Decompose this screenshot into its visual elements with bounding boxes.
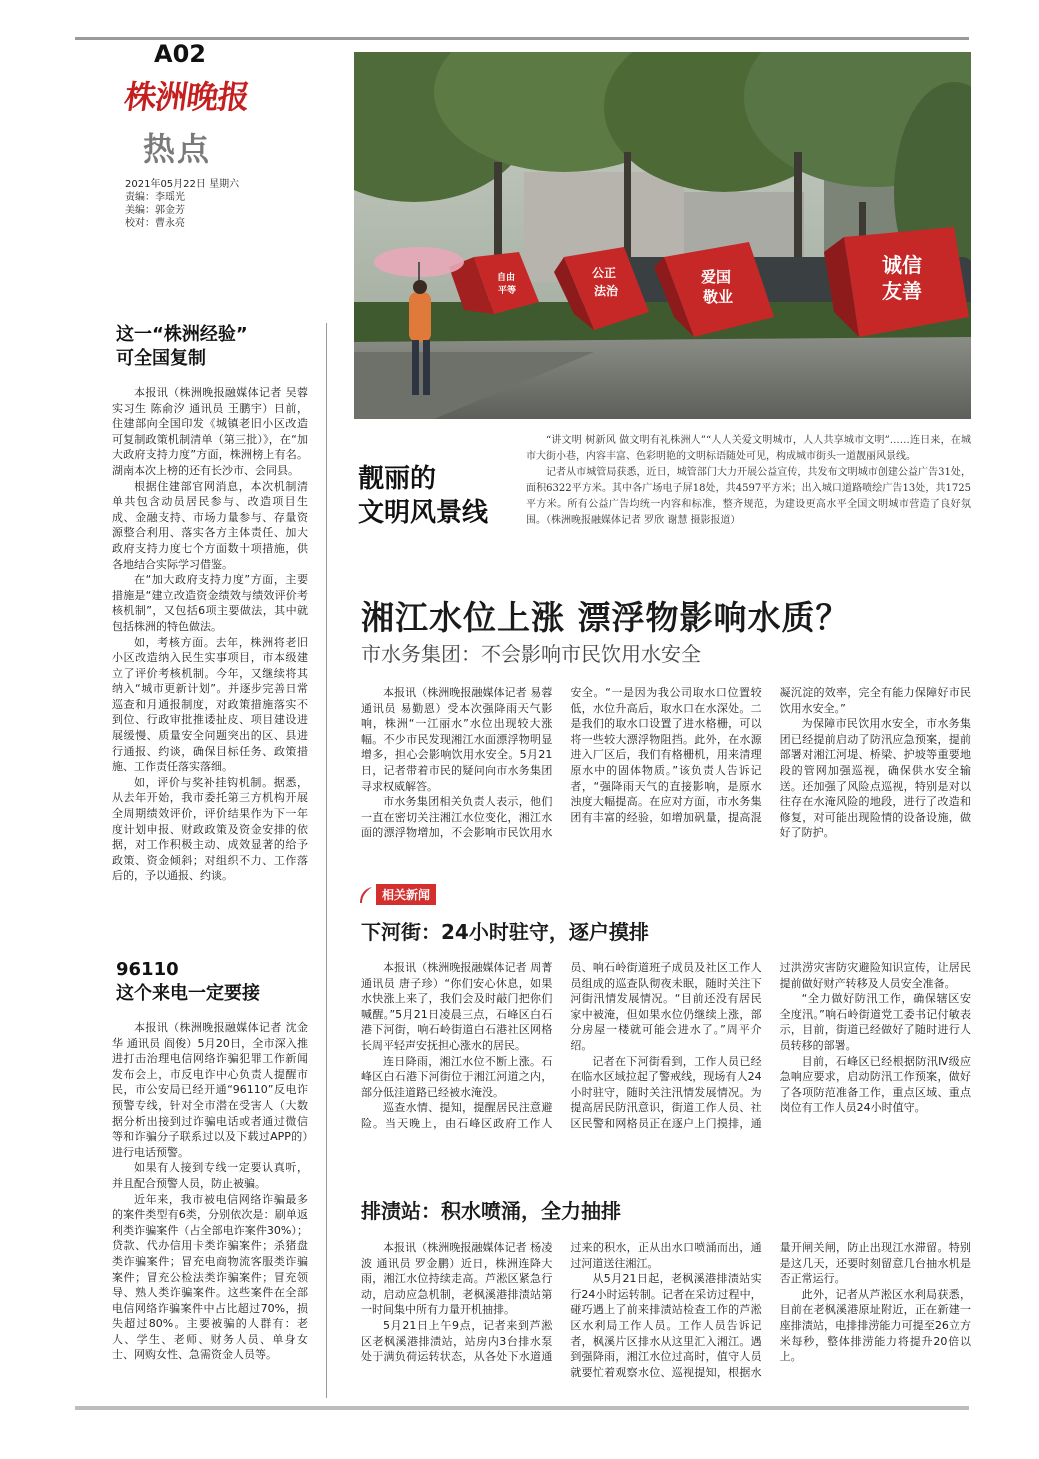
article-paragraph: 如，评价与奖补挂钩机制。据悉，从去年开始，我市委托第三方机构开展全周期绩效评价，评价结果作为下一年度计划申报、财政政策及资金安排的依据，对工作积极主动、成效显著的给予政策、资金倾斜；对组织不力、工作落后的，予以通报、约谈。 bbox=[112, 775, 308, 883]
article-paragraph: 为保障市民饮用水安全，市水务集团已经提前启动了防汛应急预案，提前部署对湘江河堤、桥梁、护坡等重要地段的管网加强巡视，确保供水安全输送。还加强了风险点巡视，特别是对以往存在水淹风险的地段，进行了改造和修复，对可能出现险情的设备设施，做好了防护。 bbox=[779, 717, 971, 840]
proofreader-credit: 校对：曹永亮 bbox=[125, 218, 185, 229]
related-news-label: 相关新闻 bbox=[376, 884, 436, 905]
related-story-2-body bbox=[361, 1240, 971, 1400]
article-paragraph: 市水务集团相关负责人表示，他们一直在密切关注湘江水位变化，湘江水面的漂浮物增加，不会影响市民饮用水安全。“一是因为我公司取水口位置较低，水位升高后，取水口在水深处。二是我们的取水口设置了进水格栅，可以将一些较大漂浮物阻挡。此外，在水源进入厂区后，我们有格栅机，用来清理原水中的固体物质。”该负责人告诉记者，“强降雨天气的直接影响，是原水浊度大幅提高。在应对方面，市水务集团有丰富的经验，如增加矾量，提高混凝沉淀的效率，完全有能力保障好市民饮用水安全。” bbox=[361, 686, 971, 840]
cube-text-3a: 公正 bbox=[591, 266, 617, 280]
article-paragraph: 巡查水情、提知，提醒居民注意避险。当天晚上，由石峰区政府工作人员、响石岭街道班子成员及社区工作人员组成的巡查队彻夜未眠，随时关注下河街汛情发展情况。“目前还没有居民家中被淹，但如果水位仍继续上涨，部分房屋一楼就可能会进水了。”周平介绍。 bbox=[361, 961, 762, 1130]
edition-meta bbox=[100, 178, 270, 230]
caption-paragraph: 记者从市城管局获悉，近日，城管部门大力开展公益宣传，共发布文明城市创建公益广告31处，面积6322平方米。其中各广场电子屏18处，共4597平方米；出入城口道路喷绘广告13处，共1725平方米。所有公益广告均统一内容和标准，整齐规范，为建设更高水平全国文明城市营造了良好氛围。（株洲晚报融媒体记者 罗欣 谢慧 摄影报道） bbox=[526, 467, 971, 526]
article-paragraph: 5月21日上午9点，记者来到芦淞区老枫溪港排渍站，站房内3台排水泵处于满负荷运转状态，从各处下水道通过来的积水，正从出水口喷涌而出，通过河道送往湘江。 bbox=[361, 1241, 762, 1364]
related-story-1-body bbox=[361, 960, 971, 1180]
article-paragraph: 本报讯（株洲晚报融媒体记者 吴蓉 实习生 陈俞汐 通讯员 王鹏宇）日前，住建部向全国印发《城镇老旧小区改造可复制政策机制清单（第三批）》，在“加大政府支持力度”方面，株洲榜上有名。湖南本次上榜的还有长沙市、会同县。 bbox=[112, 386, 308, 477]
main-headline: 湘江水位上涨 漂浮物影响水质？ bbox=[361, 598, 850, 637]
article-paragraph: 此外，记者从芦淞区水利局获悉，目前在老枫溪港原址附近，正在新建一座排渍站，电排排涝能力可提至26立方米每秒，整体排涝能力将提升20倍以上。 bbox=[779, 1287, 971, 1364]
cube-text-3b: 法治 bbox=[593, 284, 619, 298]
page-header bbox=[120, 38, 270, 230]
bottom-rule bbox=[75, 1406, 969, 1410]
article-paragraph: 目前，石峰区已经根据防汛Ⅳ级应急响应要求，启动防汛工作预案，做好了各项防范准备工作，重点区域、重点岗位有工作人员24小时值守。 bbox=[779, 1054, 971, 1115]
edition-date: 2021年05月22日 星期六 bbox=[125, 179, 240, 190]
cube-text-1a: 诚信 bbox=[882, 253, 922, 277]
feather-icon bbox=[358, 886, 374, 904]
sidebar-article-2-body bbox=[112, 1020, 308, 1363]
column-divider bbox=[326, 323, 327, 1398]
cube-text-1b: 友善 bbox=[882, 279, 922, 303]
article-paragraph: 从5月21日起，老枫溪港排渍站实行24小时运转制。记者在采访过程中，碰巧遇上了前来排渍站检查工作的芦淞区水利局工作人员。工作人员告诉记者，枫溪片区排水从这里汇入湘江。遇到强降雨，湘江水位过高时，值守人员就要忙着观察水位、巡视提知，根据水量开闸关闸，防止出现江水滞留。特别是这几天，还要时刻留意几台抽水机是否正常运行。 bbox=[570, 1241, 971, 1379]
headline-line: 可全国复制 bbox=[116, 348, 206, 369]
article-paragraph: 记者在下河街看到，工作人员已经在临水区域拉起了警戒线，现场有人24小时驻守，随时关注汛情发展情况。为提高居民防汛意识，街道工作人员、社区民警和网格员正在逐户上门摸排，通过洪涝灾害防灾避险知识宣传，让居民提前做好财产转移及人员安全准备。 bbox=[570, 961, 971, 1130]
article-paragraph: 如，考核方面。去年，株洲将老旧小区改造纳入民生实事项目，市本级建立了评价考核机制。今年，又继续将其纳入“城市更新计划”。并逐步完善日常巡查和月通报制度，对政策措施落实不到位、行政审批推诿扯皮、项目建设进展缓慢、质量安全问题突出的区、县进行通报、约谈，确保目标任务、政策措施、工作责任落实落细。 bbox=[112, 635, 308, 774]
cube-text-2a: 爱国 bbox=[700, 268, 732, 286]
main-subheadline: 市水务集团：不会影响市民饮用水安全 bbox=[361, 642, 701, 666]
caption-title-line2: 文明风景线 bbox=[358, 498, 489, 528]
article-paragraph: 本报讯（株洲晚报融媒体记者 杨凌波 通讯员 罗金鹏）近日，株洲连降大雨，湘江水位持续走高。芦淞区紧急行动，启动应急机制，老枫溪港排渍站第一时间集中所有力量开机抽排。 bbox=[361, 1241, 553, 1317]
article-paragraph: 本报讯（株洲晚报融媒体记者 沈金华 通讯员 阎俊）5月20日，全市深入推进打击治理电信网络诈骗犯罪工作新闻发布会上，市反电诈中心负责人提醒市民，市公安局已经开通“96110”反电诈预警专线，针对全市潜在受害人（大数据分析出接到过诈骗电话或者通过微信等和诈骗分子联系过以及下载过APP的）进行电话预警。 bbox=[112, 1021, 308, 1159]
photo-illustration bbox=[354, 52, 971, 419]
headline-line: 这个来电一定要接 bbox=[116, 983, 260, 1004]
article-paragraph: 近年来，我市被电信网络诈骗最多的案件类型有6类，分别依次是：刷单返利类诈骗案件（占全部电诈案件30%）；贷款、代办信用卡类诈骗案件；杀猪盘类诈骗案件；冒充电商物流客服类诈骗案件；冒充公检法类诈骗案件；冒充领导、熟人类诈骗案件。这些案件在全部电信网络诈骗案件中占比超过70%，损失超过80%。主要被骗的人群有：老人、学生、老师、财务人员、单身女士、网购女性、急需资金人员等。 bbox=[112, 1192, 308, 1362]
article-paragraph: 本报讯（株洲晚报融媒体记者 周菁 通讯员 唐子珍）“你们安心休息，如果水快涨上来了，我们会及时敲门把你们喊醒。”5月21日凌晨三点，石峰区白石港下河街，响石岭街道白石港社区网格长周平轻声安抚担心涨水的居民。 bbox=[361, 961, 553, 1052]
caption-title-line1: 靓丽的 bbox=[358, 464, 437, 494]
related-news-tag bbox=[358, 884, 436, 905]
main-article-body bbox=[361, 685, 971, 865]
caption-paragraph: “讲文明 树新风 做文明有礼株洲人”“人人关爱文明城市，人人共享城市文明”……连日来，在城市大街小巷，内容丰富、色彩明艳的文明标语随处可见，构成城市街头一道靓丽风景线。 bbox=[526, 435, 971, 462]
cube-text-4a: 自由 bbox=[496, 273, 516, 283]
editor-credit: 责编：李瑶光 bbox=[125, 192, 185, 203]
headline-line: 这一“株洲经验” bbox=[116, 324, 248, 345]
cube-text-4b: 平等 bbox=[497, 286, 517, 296]
article-paragraph: 如果有人接到专线一定要认真听，并且配合预警人员，防止被骗。 bbox=[112, 1161, 308, 1190]
article-paragraph: 连日降雨，湘江水位不断上涨。石峰区白石港下河街位于湘江河道之内，部分低洼道路已经被水淹没。 bbox=[361, 1054, 553, 1099]
masthead-logo: 株洲晚报 bbox=[122, 78, 252, 116]
article-paragraph: 在“加大政府支持力度”方面，主要措施是“建立改造资金绩效与绩效评价考核机制”，又包括6项主要做法，其中就包括株洲的特色做法。 bbox=[112, 573, 308, 633]
article-paragraph: 根据住建部官网消息，本次机制清单共包含动员居民参与、改造项目生成、金融支持、市场力量参与、存量资源整合利用、落实各方主体责任、加大政府支持力度七个方面数十项措施，供各地结合实际学习借鉴。 bbox=[112, 479, 308, 571]
sidebar-article-1-body bbox=[112, 385, 308, 884]
photo-caption-body bbox=[526, 433, 971, 529]
headline-line: 96110 bbox=[116, 959, 179, 980]
designer-credit: 美编：郭金芳 bbox=[125, 205, 185, 216]
related-story-2-headline: 排渍站：积水喷涌，全力抽排 bbox=[361, 1199, 621, 1223]
street-photo bbox=[354, 52, 971, 419]
slogan-cube-1 bbox=[824, 227, 969, 337]
related-story-1-headline: 下河街：24小时驻守，逐户摸排 bbox=[361, 920, 649, 944]
sidebar-article-1-headline bbox=[116, 323, 248, 371]
page-number: A02 bbox=[154, 40, 206, 68]
sidebar-article-2-headline bbox=[116, 958, 260, 1006]
photo-caption-title bbox=[358, 462, 488, 530]
cube-text-2b: 敬业 bbox=[702, 288, 734, 306]
article-paragraph: 本报讯（株洲晚报融媒体记者 易蓉 通讯员 易勤恩）受本次强降雨天气影响，株洲“一江丽水”水位出现较大涨幅。不少市民发现湘江水面漂浮物明显增多，担心会影响饮用水安全。5月21日，记者带着市民的疑问向市水务集团寻求权威解答。 bbox=[361, 686, 553, 793]
section-title: 热点 bbox=[142, 130, 211, 168]
article-paragraph: “全力做好防汛工作，确保辖区安全度汛。”响石岭街道党工委书记付敏表示，目前，街道已经做好了随时进行人员转移的部署。 bbox=[779, 992, 971, 1052]
